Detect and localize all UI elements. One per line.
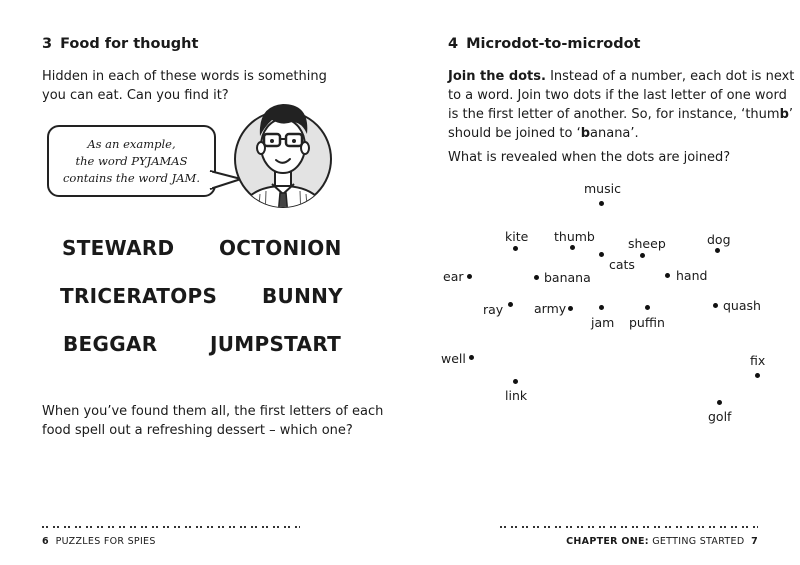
outro-line: When you’ve found them all, the first letters of each bbox=[42, 404, 384, 419]
puzzle-title-text: Microdot-to-microdot bbox=[466, 36, 641, 52]
puzzle-title-text: Food for thought bbox=[60, 36, 199, 52]
dot-cats bbox=[599, 252, 604, 257]
dot-well bbox=[469, 355, 474, 360]
dot-dog bbox=[715, 248, 720, 253]
dot-link bbox=[513, 379, 518, 384]
dot-label-dog: dog bbox=[707, 232, 731, 247]
dot-label-kite: kite bbox=[505, 229, 529, 244]
bubble-line: contains the word JAM. bbox=[62, 170, 200, 185]
footer-left bbox=[42, 536, 156, 547]
puzzle-3-outro bbox=[42, 402, 383, 440]
dot-label-quash: quash bbox=[723, 298, 761, 313]
puzzle-3-title bbox=[42, 36, 198, 52]
dot-label-fix: fix bbox=[750, 353, 766, 368]
dot-label-army: army bbox=[534, 301, 567, 316]
footer-divider bbox=[42, 526, 300, 528]
word-octonion: OCTONION bbox=[219, 236, 342, 260]
puzzle-4-title bbox=[448, 36, 640, 52]
dot-jam bbox=[599, 305, 604, 310]
dot-label-puffin: puffin bbox=[629, 315, 665, 330]
dot-kite bbox=[513, 246, 518, 251]
dot-army bbox=[568, 306, 573, 311]
word-triceratops: TRICERATOPS bbox=[60, 284, 218, 308]
word-jumpstart: JUMPSTART bbox=[210, 332, 342, 356]
footer-divider bbox=[500, 526, 758, 528]
dot-banana bbox=[534, 275, 539, 280]
dot-label-ray: ray bbox=[483, 302, 504, 317]
dot-label-golf: golf bbox=[708, 409, 732, 424]
outro-line: food spell out a refreshing dessert – which one? bbox=[42, 423, 353, 438]
intro-line: Hidden in each of these words is something bbox=[42, 69, 327, 84]
dot-hand bbox=[665, 273, 670, 278]
speech-bubble bbox=[47, 125, 216, 197]
dot-label-banana: banana bbox=[544, 270, 591, 285]
footer-chapter: CHAPTER ONE: bbox=[566, 536, 649, 547]
dot-label-well: well bbox=[441, 351, 466, 366]
dot-label-jam: jam bbox=[591, 315, 615, 330]
dot-label-cats: cats bbox=[609, 257, 635, 272]
footer-page-number: 6 bbox=[42, 536, 49, 547]
dot-label-hand: hand bbox=[676, 268, 708, 283]
dot-music bbox=[599, 201, 604, 206]
dot-ray bbox=[508, 302, 513, 307]
dot-ear bbox=[467, 274, 472, 279]
instruction-line: to a word. Join two dots if the last letter of one word bbox=[448, 88, 787, 103]
bubble-line: As an example, bbox=[87, 136, 176, 151]
word-beggar: BEGGAR bbox=[63, 332, 158, 356]
word-bunny: BUNNY bbox=[262, 284, 343, 308]
instruction-line: is the first letter of another. So, for instance, ‘thumb’ bbox=[448, 107, 794, 122]
dot-label-link: link bbox=[505, 388, 528, 403]
dot-golf bbox=[717, 400, 722, 405]
footer-chapter-title: GETTING STARTED bbox=[652, 536, 745, 547]
dot-label-music: music bbox=[584, 181, 621, 196]
dot-label-ear: ear bbox=[443, 269, 464, 284]
dot-fix bbox=[755, 373, 760, 378]
footer-right bbox=[566, 536, 758, 547]
footer-page-number: 7 bbox=[751, 536, 758, 547]
puzzle-4-question: What is revealed when the dots are joined? bbox=[448, 150, 731, 165]
instruction-line: Join the dots. Instead of a number, each dot is next bbox=[448, 69, 795, 84]
word-steward: STEWARD bbox=[62, 236, 175, 260]
instruction-line: should be joined to ‘banana’. bbox=[448, 126, 639, 141]
bubble-line: the word PYJAMAS bbox=[75, 153, 188, 168]
dot-thumb bbox=[570, 245, 575, 250]
dot-quash bbox=[713, 303, 718, 308]
puzzle-number: 4 bbox=[448, 36, 459, 52]
dot-label-thumb: thumb bbox=[554, 229, 595, 244]
spy-character-illustration bbox=[232, 96, 334, 216]
puzzle-4-instructions bbox=[448, 67, 794, 143]
dot-label-sheep: sheep bbox=[628, 236, 666, 251]
footer-book-title: PUZZLES FOR SPIES bbox=[55, 536, 156, 547]
dot-puffin bbox=[645, 305, 650, 310]
instruction-bold: Join the dots. bbox=[448, 69, 546, 84]
intro-line: you can eat. Can you find it? bbox=[42, 88, 229, 103]
dot-sheep bbox=[640, 253, 645, 258]
puzzle-number: 3 bbox=[42, 36, 53, 52]
